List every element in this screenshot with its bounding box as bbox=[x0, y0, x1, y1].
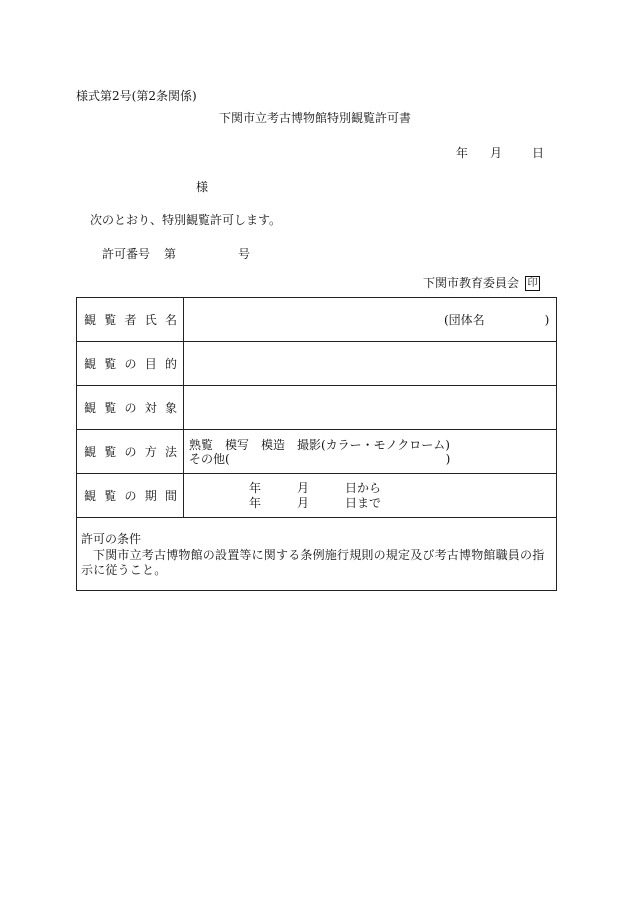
conditions-body: 下関市立考古博物館の設置等に関する条例施行規則の規定及び考古博物館職員の指示に従うこと。 bbox=[81, 548, 545, 577]
date-month: 月 bbox=[490, 146, 503, 160]
label-purpose: 観 覧 の 目 的 bbox=[77, 342, 184, 386]
field-method[interactable] bbox=[184, 430, 557, 474]
permit-suffix: 号 bbox=[238, 247, 251, 261]
seal-mark: 印 bbox=[525, 276, 540, 291]
table-row-target bbox=[77, 386, 557, 430]
date-line bbox=[456, 146, 544, 160]
table-row-conditions bbox=[77, 518, 557, 591]
issuer-name: 下関市教育委員会 bbox=[423, 276, 520, 290]
conditions-title: 許可の条件 bbox=[81, 532, 142, 546]
issuer bbox=[423, 276, 540, 291]
body-text: 次のとおり、特別観覧許可します。 bbox=[90, 213, 282, 227]
label-method: 観 覧 の 方 法 bbox=[77, 430, 184, 474]
permit-number-line bbox=[102, 247, 250, 261]
conditions-cell bbox=[77, 518, 557, 591]
permit-form-table bbox=[76, 297, 557, 591]
table-row-purpose bbox=[77, 342, 557, 386]
label-period: 観 覧 の 期 間 bbox=[77, 474, 184, 518]
date-day: 日 bbox=[532, 146, 545, 160]
table-row-visitor-name bbox=[77, 298, 557, 342]
table-row-period bbox=[77, 474, 557, 518]
method-options: 熟覧 模写 模造 撮影(カラー・モノクローム) bbox=[189, 438, 450, 452]
form-number: 様式第2号(第2条関係) bbox=[76, 89, 197, 103]
permit-prefix: 第 bbox=[164, 247, 177, 261]
date-year: 年 bbox=[456, 146, 469, 160]
table-row-method bbox=[77, 430, 557, 474]
period-end: 年 月 日まで bbox=[249, 496, 382, 510]
group-name-text: (団体名 ) bbox=[444, 313, 550, 327]
label-target: 観 覧 の 対 象 bbox=[77, 386, 184, 430]
period-start: 年 月 日から bbox=[249, 481, 382, 495]
label-visitor-name: 観 覧 者 氏 名 bbox=[77, 298, 184, 342]
field-purpose[interactable] bbox=[184, 342, 557, 386]
field-visitor-name[interactable] bbox=[184, 298, 557, 342]
field-period[interactable] bbox=[184, 474, 557, 518]
field-target[interactable] bbox=[184, 386, 557, 430]
method-other: その他( ) bbox=[189, 452, 451, 466]
addressee-suffix: 様 bbox=[196, 180, 209, 194]
permit-label: 許可番号 bbox=[102, 247, 151, 261]
document-title: 下関市立考古博物館特別観覧許可書 bbox=[218, 111, 411, 125]
